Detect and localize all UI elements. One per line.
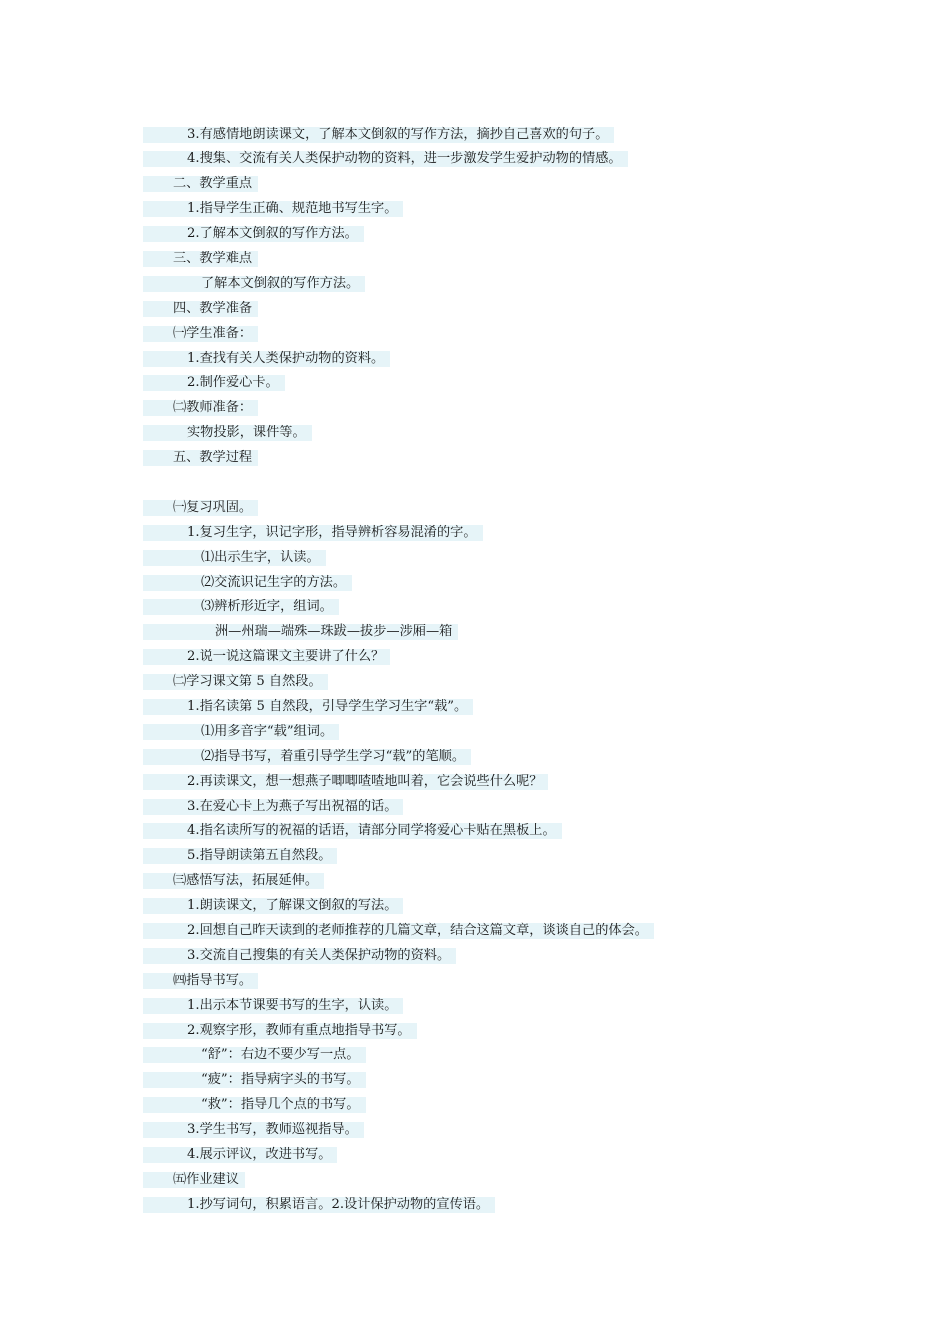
text-line — [143, 969, 843, 994]
line-text: ⑴出示生字，认读。 — [143, 550, 326, 566]
text-line — [143, 297, 843, 322]
line-text: 3.在爱心卡上为燕子写出祝福的话。 — [143, 799, 403, 815]
line-text: ㈡学习课文第 5 自然段。 — [143, 674, 328, 690]
text-line — [143, 621, 843, 646]
line-text: 2.回想自己昨天读到的老师推荐的几篇文章，结合这篇文章，谈谈自己的体会。 — [143, 923, 654, 939]
text-line — [143, 471, 843, 496]
line-text: 2.观察字形，教师有重点地指导书写。 — [143, 1023, 417, 1039]
line-text — [143, 475, 179, 491]
line-text: 2.制作爱心卡。 — [143, 375, 285, 391]
text-line — [143, 820, 843, 845]
line-text: 2.再读课文，想一想燕子唧唧喳喳地叫着，它会说些什么呢？ — [143, 774, 548, 790]
text-line — [143, 920, 843, 945]
text-line — [143, 123, 843, 148]
text-line — [143, 994, 843, 1019]
line-text: 实物投影，课件等。 — [143, 425, 312, 441]
line-text: 1.朗读课文，了解课文倒叙的写法。 — [143, 898, 403, 914]
line-text: “疲”：指导病字头的书写。 — [143, 1072, 366, 1088]
text-line — [143, 895, 843, 920]
text-line — [143, 1119, 843, 1144]
text-line — [143, 795, 843, 820]
text-line — [143, 372, 843, 397]
line-text: 1.复习生字，识记字形，指导辨析容易混淆的字。 — [143, 525, 483, 541]
line-text: ㈤作业建议 — [143, 1172, 245, 1188]
line-text: ⑴用多音字“载”组词。 — [143, 724, 339, 740]
text-line — [143, 546, 843, 571]
text-line — [143, 322, 843, 347]
text-line — [143, 1144, 843, 1169]
line-text: 四、教学准备 — [143, 301, 258, 317]
text-line — [143, 845, 843, 870]
line-text: 4.指名读所写的祝福的话语，请部分同学将爱心卡贴在黑板上。 — [143, 823, 562, 839]
line-text: 五、教学过程 — [143, 450, 258, 466]
line-text: 1.出示本节课要书写的生字，认读。 — [143, 998, 403, 1014]
line-text: ㈡教师准备： — [143, 400, 258, 416]
line-text: ⑵指导书写，着重引导学生学习“载”的笔顺。 — [143, 749, 471, 765]
line-text: 3.学生书写，教师巡视指导。 — [143, 1122, 364, 1138]
line-text: 洲—州瑞—端殊—珠跋—拔步—涉厢—箱 — [143, 624, 458, 640]
line-text: 了解本文倒叙的写作方法。 — [143, 276, 365, 292]
line-text: 三、教学难点 — [143, 251, 258, 267]
text-line — [143, 1193, 843, 1218]
text-line — [143, 1019, 843, 1044]
text-line — [143, 571, 843, 596]
line-text: 4.搜集、交流有关人类保护动物的资料，进一步激发学生爱护动物的情感。 — [143, 151, 628, 167]
text-line — [143, 671, 843, 696]
text-line — [143, 596, 843, 621]
line-text: 二、教学重点 — [143, 176, 258, 192]
line-text: 1.查找有关人类保护动物的资料。 — [143, 351, 390, 367]
line-text: ㈣指导书写。 — [143, 973, 258, 989]
text-line — [143, 272, 843, 297]
line-text: “救”：指导几个点的书写。 — [143, 1097, 366, 1113]
text-line — [143, 173, 843, 198]
line-text: ⑵交流识记生字的方法。 — [143, 575, 352, 591]
text-line — [143, 422, 843, 447]
line-text: 1.指导学生正确、规范地书写生字。 — [143, 201, 403, 217]
line-text: 5.指导朗读第五自然段。 — [143, 848, 337, 864]
line-text: “舒”：右边不要少写一点。 — [143, 1047, 366, 1063]
line-text: ㈠学生准备： — [143, 326, 258, 342]
text-line — [143, 870, 843, 895]
line-text: 2.说一说这篇课文主要讲了什么？ — [143, 649, 390, 665]
line-text: 1.抄写词句，积累语言。2.设计保护动物的宣传语。 — [143, 1197, 495, 1213]
text-line — [143, 223, 843, 248]
text-line — [143, 770, 843, 795]
line-text: 1.指名读第 5 自然段，引导学生学习生字“载”。 — [143, 699, 473, 715]
text-line — [143, 397, 843, 422]
text-line — [143, 1069, 843, 1094]
line-text: 2.了解本文倒叙的写作方法。 — [143, 226, 364, 242]
text-line — [143, 646, 843, 671]
text-line — [143, 247, 843, 272]
text-line — [143, 1044, 843, 1069]
text-line — [143, 1168, 843, 1193]
text-line — [143, 496, 843, 521]
text-line — [143, 695, 843, 720]
text-line — [143, 745, 843, 770]
line-text: ⑶辨析形近字，组词。 — [143, 599, 339, 615]
text-line — [143, 198, 843, 223]
document-body — [143, 123, 843, 1218]
line-text: ㈢感悟写法，拓展延伸。 — [143, 873, 324, 889]
text-line — [143, 1094, 843, 1119]
line-text: ㈠复习巩固。 — [143, 500, 258, 516]
line-text: 3.交流自己搜集的有关人类保护动物的资料。 — [143, 948, 456, 964]
text-line — [143, 521, 843, 546]
text-line — [143, 944, 843, 969]
line-text: 3.有感情地朗读课文，了解本文倒叙的写作方法，摘抄自己喜欢的句子。 — [143, 127, 614, 143]
text-line — [143, 447, 843, 472]
text-line — [143, 347, 843, 372]
line-text: 4.展示评议，改进书写。 — [143, 1147, 337, 1163]
text-line — [143, 720, 843, 745]
text-line — [143, 148, 843, 173]
